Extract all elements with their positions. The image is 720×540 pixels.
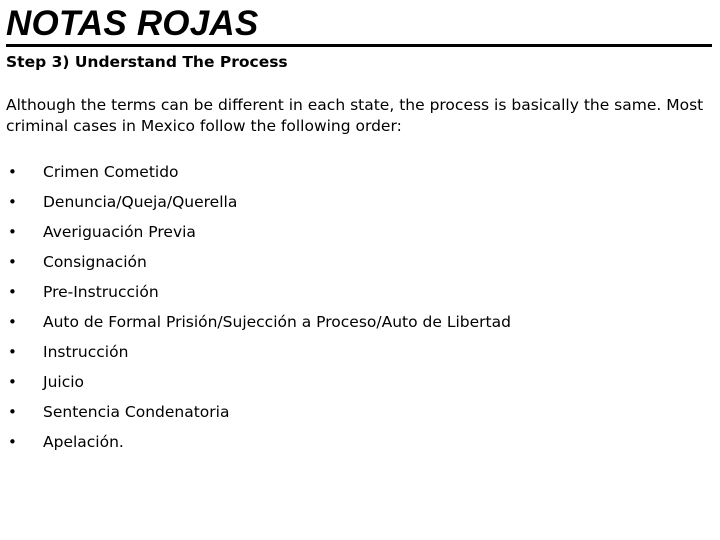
bullet-icon: • <box>8 373 17 391</box>
slide-title: NOTAS ROJAS <box>6 4 259 43</box>
process-stage-label: Juicio <box>43 373 85 391</box>
bullet-icon: • <box>8 193 17 211</box>
process-stage-label: Instrucción <box>43 343 129 361</box>
bullet-icon: • <box>8 433 17 451</box>
bullet-icon: • <box>8 343 17 361</box>
title-underline <box>6 44 712 47</box>
process-stage-label: Auto de Formal Prisión/Sujección a Proceso/Auto de Libertad <box>43 313 511 331</box>
process-stage-label: Consignación <box>43 253 147 271</box>
bullet-icon: • <box>8 283 17 301</box>
process-stage-label: Denuncia/Queja/Querella <box>43 193 238 211</box>
bullet-icon: • <box>8 223 17 241</box>
step-heading: Step 3) Understand The Process <box>6 53 288 71</box>
intro-paragraph: Although the terms can be different in each state, the process is basically the same. Most criminal cases in Mexico follow the following order: <box>6 96 704 135</box>
process-stage-label: Pre-Instrucción <box>43 283 159 301</box>
bullet-icon: • <box>8 163 17 181</box>
process-stage-label: Apelación. <box>43 433 124 451</box>
bullet-icon: • <box>8 403 17 421</box>
bullet-icon: • <box>8 313 17 331</box>
process-stage-label: Averiguación Previa <box>43 223 196 241</box>
process-stage-label: Sentencia Condenatoria <box>43 403 230 421</box>
process-stage-label: Crimen Cometido <box>43 163 179 181</box>
bullet-icon: • <box>8 253 17 271</box>
